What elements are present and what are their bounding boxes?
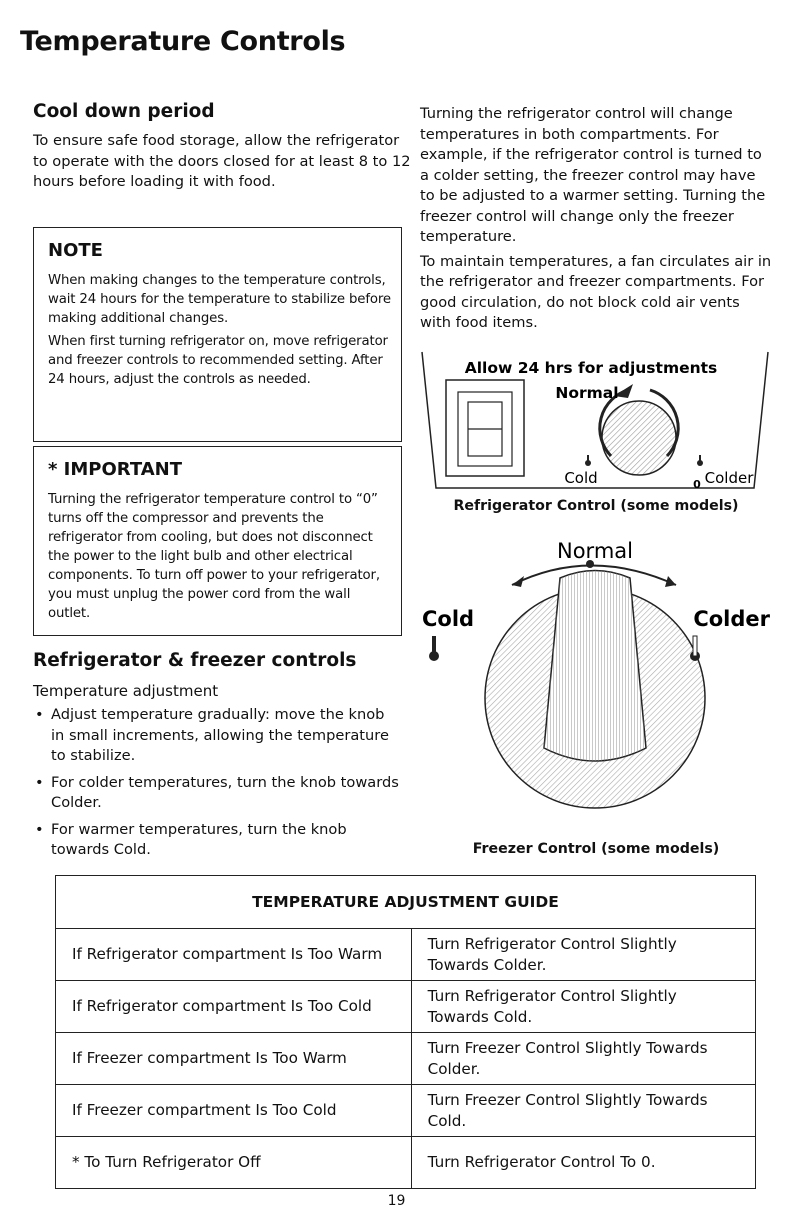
colder-label: Colder <box>704 469 754 487</box>
refrigerator-knob-icon <box>602 401 676 475</box>
note-paragraph: When making changes to the temperature controls, wait 24 hours for the temperature to stabilize before making additional changes. <box>48 273 391 326</box>
note-paragraph: When first turning refrigerator on, move refrigerator and freezer controls to recommended setting. After 24 hours, adjust the controls as needed. <box>48 334 388 387</box>
thermometer-icon <box>697 455 703 466</box>
action-cell: Turn Freezer Control Slightly Towards Cold. <box>411 1085 755 1137</box>
important-heading: * IMPORTANT <box>48 459 182 480</box>
page-number: 19 <box>387 1193 406 1209</box>
normal-label: Normal <box>557 539 633 563</box>
note-heading: NOTE <box>48 240 103 261</box>
action-cell: Turn Refrigerator Control Slightly Towards Colder. <box>411 929 755 981</box>
list-item: • For colder temperatures, turn the knob towards Colder. <box>35 773 399 811</box>
temperature-adjustment-guide <box>55 875 756 1189</box>
important-box <box>33 446 402 636</box>
right-paragraph: To maintain temperatures, a fan circulates air in the refrigerator and freezer compartments. For good circulation, do not block cold air vents with food items. <box>420 252 772 331</box>
table-row <box>56 1085 756 1137</box>
table-row <box>56 1033 756 1085</box>
note-box <box>33 227 402 442</box>
table-row <box>56 1137 756 1189</box>
cool-down-heading: Cool down period <box>33 101 215 122</box>
condition-cell: If Refrigerator compartment Is Too Cold <box>56 981 412 1033</box>
controls-heading: Refrigerator & freezer controls <box>33 650 357 671</box>
page-title: Temperature Controls <box>20 26 346 57</box>
freezer-control-diagram <box>420 538 772 838</box>
action-cell: Turn Freezer Control Slightly Towards Colder. <box>411 1033 755 1085</box>
freezer-control-caption: Freezer Control (some models) <box>472 841 720 857</box>
condition-cell: If Refrigerator compartment Is Too Warm <box>56 929 412 981</box>
normal-label: Normal <box>555 384 619 402</box>
list-item: • For warmer temperatures, turn the knob towards Cold. <box>35 820 347 858</box>
temperature-adjustment-subheading: Temperature adjustment <box>33 682 219 700</box>
cold-label: Cold <box>422 607 475 631</box>
list-item: • Adjust temperature gradually: move the knob in small increments, allowing the temperature to stabilize. <box>35 706 389 764</box>
cool-down-text: To ensure safe food storage, allow the refrigerator to operate with the doors closed for at least 8 to 12 hours before loading it with food. <box>33 132 411 190</box>
cold-label: Cold <box>564 469 598 487</box>
condition-cell: If Freezer compartment Is Too Warm <box>56 1033 412 1085</box>
condition-cell: * To Turn Refrigerator Off <box>56 1137 412 1189</box>
important-text: Turning the refrigerator temperature control to “0” turns off the compressor and prevents the refrigerator from cooling, but does not disconnect the power to the light bulb and other electrical components. To turn off power to your refrigerator, you must unplug the power cord from the wall outlet. <box>48 492 380 621</box>
table-row <box>56 981 756 1033</box>
adjustment-bullet-list <box>33 705 401 867</box>
colder-label: Colder <box>693 607 770 631</box>
adjustments-banner: Allow 24 hrs for adjustments <box>464 359 718 377</box>
refrigerator-control-caption: Refrigerator Control (some models) <box>453 498 739 514</box>
table-header-row <box>56 876 756 929</box>
guide-heading: TEMPERATURE ADJUSTMENT GUIDE <box>56 876 756 929</box>
thermometer-icon <box>585 455 591 466</box>
condition-cell: If Freezer compartment Is Too Cold <box>56 1085 412 1137</box>
table-row <box>56 929 756 981</box>
thermometer-icon <box>429 636 439 661</box>
zero-label: 0 <box>693 478 701 491</box>
right-paragraph: Turning the refrigerator control will change temperatures in both compartments. For example, if the refrigerator control is turned to a colder setting, the freezer control may have to be adjusted to a warmer setting. Turning the freezer control will change only the freezer temperature. <box>420 105 766 245</box>
action-cell: Turn Refrigerator Control To 0. <box>411 1137 755 1189</box>
action-cell: Turn Refrigerator Control Slightly Towards Cold. <box>411 981 755 1033</box>
refrigerator-control-diagram <box>418 348 772 493</box>
